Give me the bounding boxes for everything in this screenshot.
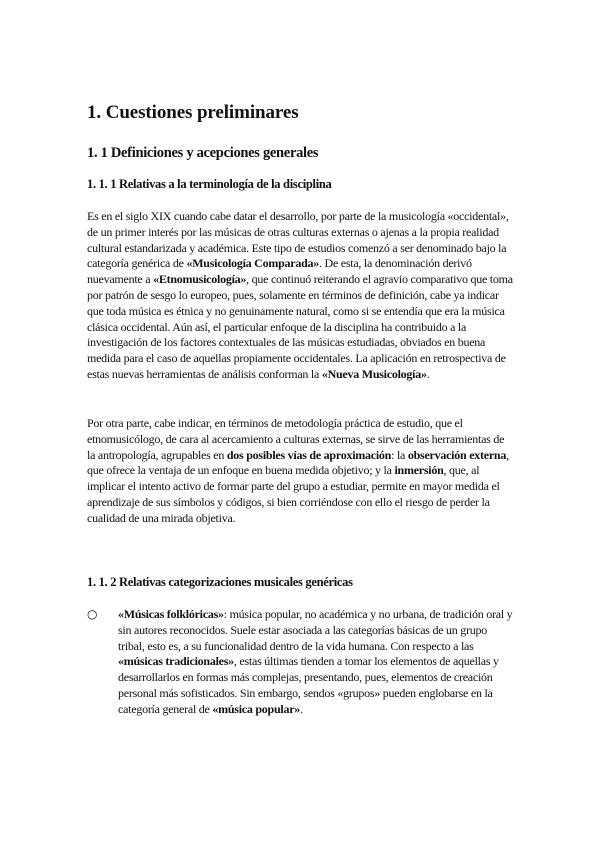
term-vias-aproximacion: dos posibles vías de aproximación (226, 447, 392, 462)
term-etnomusicologia: «Etnomusicología» (153, 272, 247, 287)
paragraph-methodology: Por otra parte, cabe indicar, en términos de metodología práctica de estudio, que el etnomusicólogo, de cara al acercamiento a culturas externas, se sirve de las herramientas de la antropología, agrupables en dos posibles vías de aproximación: la observación externa, que ofrece la ventaja de un enfoque en buena medida objetivo; y la inmersión, que, al implicar el intento activo de formar parte del grupo a estudiar, permite en mayor medida el aprendizaje de sus símbolos y códigos, si bien corriéndose con ello el riesgo de perder la cualidad de una mirada objetiva. (87, 416, 509, 525)
term-musicologia-comparada: «Musicología Comparada» (186, 256, 320, 271)
bullet-text: «Músicas folklóricas»: música popular, no académica y no urbana, de tradición oral y sin autores reconocidos. Suele estar asociada a las categorías básicas de un grupo tribal, esto es, a su funcionalidad dentro de la vida humana. Con respecto a las «músicas tradicionales», estas últimas tienden a tomar los elementos de aquellas y desarrollarlos en formas más complejas, presentando, pues, elementos de creación personal más sofisticados. Sin embargo, sendos «grupos» pueden englobarse en la categoría general de «música popular». (118, 607, 513, 716)
term-observacion-externa: observación externa (407, 447, 507, 462)
term-nueva-musicologia: «Nueva Musicología» (321, 366, 427, 381)
paragraph-history: Es en el siglo XIX cuando cabe datar el desarrollo, por parte de la musicología «occidental», de un primer interés por las músicas de otras culturas externas o ajenas a la propia realidad cultural estandarizada y académica. Este tipo de estudios comenzó a ser denominado bajo la categoría genérica de «Musicología Comparada». De esta, la denominación derivó nuevamente a «Etnomusicología», que continuó reiterando el agravio comparativo que toma por patrón de sesgo lo europeo, pues, solamente en términos de definición, cabe ya indicar que toda música es étnica y no genuinamente natural, como si se entendía que era la música clásica occidental. Aún así, el particular enfoque de la disciplina ha contribuido a la investigación de los factores contextuales de las músicas estudiadas, obviados en buena medida para el caso de aquellas propiamente occidentales. La aplicación en retrospectiva de estas nuevas herramientas de análisis conforman la «Nueva Musicología». (87, 209, 513, 381)
heading-1: 1. Cuestiones preliminares (87, 102, 299, 123)
term-musica-popular: «música popular» (212, 701, 301, 716)
term-musicas-tradicionales: «músicas tradicionales» (118, 654, 234, 669)
circle-bullet-icon: ○ (87, 607, 98, 621)
heading-3-terminology: 1. 1. 1 Relativas a la terminología de la disciplina (87, 177, 332, 191)
term-musicas-folkloricas: «Músicas folklóricas» (118, 607, 224, 621)
heading-2: 1. 1 Definiciones y acepciones generales (87, 145, 319, 161)
term-inmersion: inmersión (394, 463, 444, 478)
heading-3-categorizations: 1. 1. 2 Relativas categorizaciones musicales genéricas (87, 575, 353, 589)
